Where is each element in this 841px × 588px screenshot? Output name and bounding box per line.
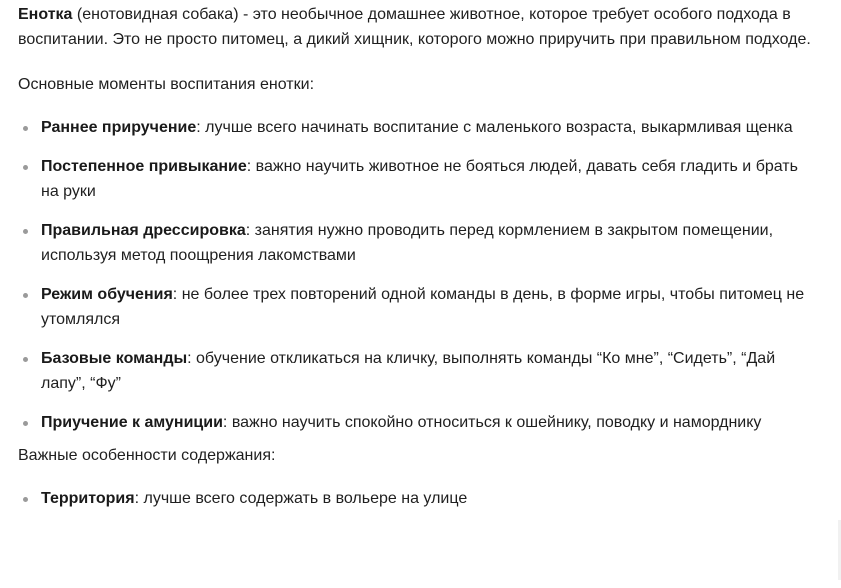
list-item-title: Приучение к амуниции bbox=[41, 414, 223, 431]
list-item-text: : не более трех повторений одной команды в день, в форме игры, чтобы питомец не утомлялся bbox=[41, 286, 805, 328]
intro-text: (енотовидная собака) - это необычное домашнее животное, которое требует особого подхода в воспитании. Это не просто питомец, а дикий хищник, которого можно приручить при правильном подходе. bbox=[18, 6, 811, 48]
intro-paragraph bbox=[18, 2, 818, 52]
list-item-text: : занятия нужно проводить перед кормлением в закрытом помещении, используя метод поощрения лакомствами bbox=[41, 222, 774, 264]
list-item bbox=[18, 218, 818, 268]
list-item-title: Постепенное привыкание bbox=[41, 158, 247, 175]
list-item-title: Базовые команды bbox=[41, 350, 188, 367]
bullet-icon bbox=[23, 126, 28, 131]
bullet-icon bbox=[23, 357, 28, 362]
bullet-icon bbox=[23, 229, 28, 234]
list-item bbox=[18, 346, 818, 396]
list-item-text: : важно научить спокойно относиться к ошейнику, поводку и наморднику bbox=[222, 414, 762, 431]
list-item-title: Правильная дрессировка bbox=[41, 222, 246, 239]
list-item bbox=[18, 154, 818, 204]
bullet-icon bbox=[23, 293, 28, 298]
list-item-text: : лучше всего начинать воспитание с маленького возраста, выкармливая щенка bbox=[196, 119, 793, 136]
list-item bbox=[18, 410, 818, 435]
bullet-icon bbox=[23, 165, 28, 170]
section-heading-upbringing: Основные моменты воспитания енотки: bbox=[18, 76, 315, 93]
list-item-title: Территория bbox=[41, 490, 135, 507]
list-item bbox=[18, 115, 818, 140]
bullet-icon bbox=[23, 421, 28, 426]
list-item-text: : обучение откликаться на кличку, выполнять команды “Ко мне”, “Сидеть”, “Дай лапу”, “Фу” bbox=[41, 350, 776, 392]
keeping-list bbox=[18, 486, 818, 511]
list-item bbox=[18, 486, 818, 511]
answer-content bbox=[18, 2, 818, 525]
intro-term: Енотка bbox=[18, 6, 73, 23]
bullet-icon bbox=[23, 497, 28, 502]
list-item-title: Режим обучения bbox=[41, 286, 173, 303]
list-item-text: : лучше всего содержать в вольере на улице bbox=[134, 490, 468, 507]
list-item-text: : важно научить животное не бояться людей, давать себя гладить и брать на руки bbox=[41, 158, 798, 200]
upbringing-list bbox=[18, 115, 818, 435]
list-item bbox=[18, 282, 818, 332]
list-item-title: Раннее приручение bbox=[41, 119, 197, 136]
section-heading-keeping: Важные особенности содержания: bbox=[18, 447, 276, 464]
